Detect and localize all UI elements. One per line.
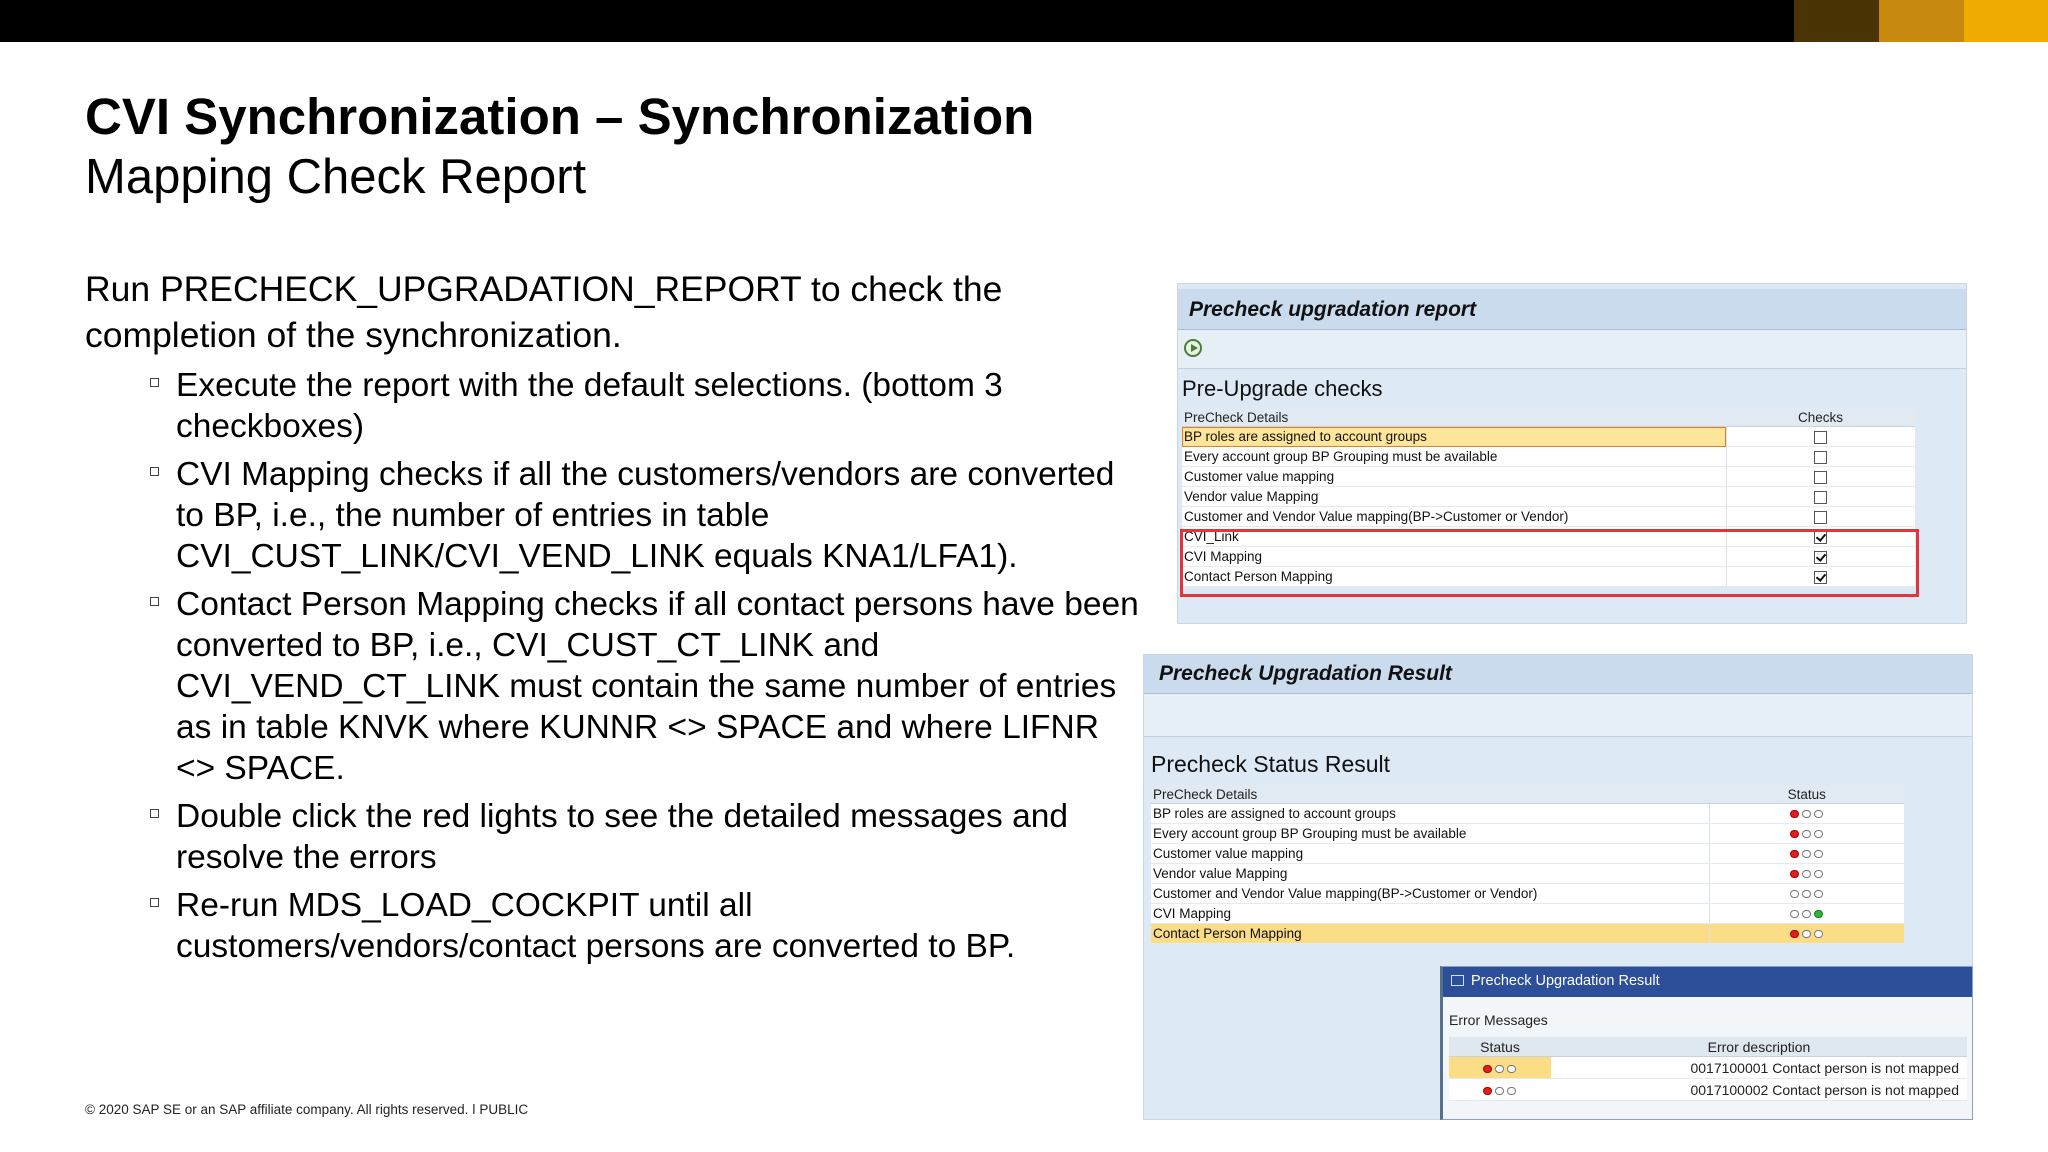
brand-gradient-block — [1964, 0, 2048, 42]
checks-cell — [1726, 427, 1915, 447]
table-row[interactable] — [1449, 1079, 1967, 1101]
precheck-label: Every account group BP Grouping must be available — [1151, 824, 1710, 844]
precheck-label: BP roles are assigned to account groups — [1182, 427, 1726, 447]
light-dot — [1814, 910, 1823, 918]
light-dot — [1507, 1065, 1516, 1073]
intro-text: Run PRECHECK_UPGRADATION_REPORT to check the completion of the synchronization. — [85, 269, 1003, 355]
bullet-item — [150, 365, 1140, 447]
light-dot — [1495, 1087, 1504, 1095]
section-title: Pre-Upgrade checks — [1182, 376, 1383, 401]
light-dot — [1790, 850, 1799, 858]
precheck-label: Vendor value Mapping — [1151, 864, 1710, 884]
table-row — [1182, 467, 1915, 487]
precheck-label: Contact Person Mapping — [1151, 924, 1710, 944]
table-row[interactable] — [1151, 864, 1904, 884]
column-header-details: PreCheck Details — [1182, 408, 1726, 427]
table-row[interactable] — [1449, 1057, 1967, 1079]
checkbox[interactable] — [1814, 491, 1827, 504]
status-cell — [1710, 864, 1905, 884]
precheck-label: Every account group BP Grouping must be available — [1182, 447, 1726, 467]
top-brand-bar — [0, 0, 2048, 42]
error-messages-label: Error Messages — [1449, 1012, 1548, 1028]
status-light-icon[interactable] — [1790, 830, 1824, 838]
light-dot — [1790, 930, 1799, 938]
precheck-label: Vendor value Mapping — [1182, 487, 1726, 507]
status-section-title: Precheck Status Result — [1151, 751, 1391, 777]
table-row[interactable] — [1151, 844, 1904, 864]
status-light-icon[interactable] — [1483, 1087, 1517, 1095]
checks-cell — [1726, 507, 1915, 527]
column-header-error-description: Error description — [1551, 1037, 1967, 1057]
precheck-label: Contact Person Mapping — [1182, 567, 1726, 587]
bullet-text: Contact Person Mapping checks if all contact persons have been converted to BP, i.e., CVI_CUST_CT_LINK and CVI_VEND_CT_LINK must contain the same number of entries as in table KNVK where KUNNR <> SPACE and where LIFNR <> SPACE. — [176, 586, 1139, 787]
bullet-text: Double click the red lights to see the detailed messages and resolve the errors — [176, 798, 1069, 876]
status-light-icon[interactable] — [1790, 870, 1824, 878]
report-title: Precheck upgradation report — [1189, 298, 1477, 321]
light-dot — [1814, 830, 1823, 838]
error-messages-dialog — [1440, 966, 1973, 1120]
light-dot — [1802, 930, 1811, 938]
checkbox[interactable] — [1814, 451, 1827, 464]
light-dot — [1790, 890, 1799, 898]
light-dot — [1790, 830, 1799, 838]
precheck-label: CVI Mapping — [1182, 547, 1726, 567]
bullet-text: Execute the report with the default selections. (bottom 3 checkboxes) — [176, 367, 1003, 445]
column-header-status: Status — [1710, 785, 1905, 804]
light-dot — [1507, 1087, 1516, 1095]
light-dot — [1483, 1065, 1492, 1073]
table-row — [1182, 507, 1915, 527]
brand-gradient-block — [1879, 0, 1964, 42]
status-cell — [1710, 884, 1905, 904]
light-dot — [1790, 910, 1799, 918]
checks-cell — [1726, 447, 1915, 467]
light-dot — [1814, 890, 1823, 898]
status-cell — [1710, 824, 1905, 844]
table-row[interactable] — [1151, 884, 1904, 904]
bullet-item — [150, 796, 1140, 878]
status-light-icon[interactable] — [1483, 1065, 1517, 1073]
status-light-icon[interactable] — [1790, 890, 1824, 898]
error-table — [1449, 1037, 1967, 1101]
window-icon — [1451, 975, 1464, 986]
status-cell — [1449, 1079, 1551, 1101]
light-dot — [1814, 870, 1823, 878]
dialog-title-bar — [1443, 967, 1972, 997]
status-cell — [1710, 924, 1905, 944]
status-light-icon[interactable] — [1790, 810, 1824, 818]
highlight-box — [1180, 529, 1919, 597]
checkbox[interactable] — [1814, 511, 1827, 524]
status-cell — [1710, 904, 1905, 924]
table-row[interactable] — [1151, 904, 1904, 924]
dialog-title: Precheck Upgradation Result — [1471, 973, 1660, 989]
precheck-label: CVI_Link — [1182, 527, 1726, 547]
result-title: Precheck Upgradation Result — [1159, 662, 1452, 685]
bullet-item — [150, 454, 1140, 577]
light-dot — [1814, 810, 1823, 818]
precheck-label: Customer value mapping — [1151, 844, 1710, 864]
column-header-details: PreCheck Details — [1151, 785, 1710, 804]
result-title-bar — [1144, 655, 1972, 694]
light-dot — [1802, 890, 1811, 898]
report-title-bar — [1178, 289, 1966, 330]
precheck-label: Customer value mapping — [1182, 467, 1726, 487]
light-dot — [1802, 870, 1811, 878]
bullet-item — [150, 584, 1140, 789]
table-row — [1182, 427, 1915, 447]
checkbox[interactable] — [1814, 471, 1827, 484]
precheck-label: Customer and Vendor Value mapping(BP->Customer or Vendor) — [1182, 507, 1726, 527]
error-description: 0017100001 Contact person is not mapped — [1551, 1057, 1967, 1079]
bullet-square-icon — [150, 898, 159, 907]
result-toolbar — [1144, 694, 1972, 737]
precheck-label: CVI Mapping — [1151, 904, 1710, 924]
light-dot — [1814, 930, 1823, 938]
bullet-text: CVI Mapping checks if all the customers/vendors are converted to BP, i.e., the number of entries in table CVI_CUST_LINK/CVI_VEND_LINK equals KNA1/LFA1). — [176, 456, 1115, 575]
light-dot — [1802, 910, 1811, 918]
status-light-icon[interactable] — [1790, 910, 1824, 918]
table-row[interactable] — [1151, 924, 1904, 944]
bullet-text: Re-run MDS_LOAD_COCKPIT until all customers/vendors/contact persons are converted to BP. — [176, 887, 1016, 965]
status-light-icon[interactable] — [1790, 930, 1824, 938]
column-header-status: Status — [1449, 1037, 1551, 1057]
bullet-square-icon — [150, 467, 159, 476]
light-dot — [1790, 810, 1799, 818]
column-header-checks: Checks — [1726, 408, 1915, 427]
bullet-square-icon — [150, 378, 159, 387]
light-dot — [1802, 810, 1811, 818]
table-row — [1182, 447, 1915, 467]
light-dot — [1495, 1065, 1504, 1073]
status-cell — [1449, 1057, 1551, 1079]
slide-subtitle: Mapping Check Report — [85, 150, 587, 204]
bullet-list — [150, 365, 1140, 974]
bullet-item — [150, 885, 1140, 967]
status-cell — [1710, 804, 1905, 824]
precheck-label: Customer and Vendor Value mapping(BP->Customer or Vendor) — [1151, 884, 1710, 904]
light-dot — [1790, 870, 1799, 878]
precheck-label: BP roles are assigned to account groups — [1151, 804, 1710, 824]
checks-cell — [1726, 467, 1915, 487]
execute-icon[interactable] — [1184, 339, 1202, 357]
light-dot — [1814, 850, 1823, 858]
table-row — [1182, 487, 1915, 507]
checkbox[interactable] — [1814, 431, 1827, 444]
status-table — [1151, 785, 1904, 944]
slide-title: CVI Synchronization – Synchronization — [85, 88, 1035, 145]
copyright-footer: © 2020 SAP SE or an SAP affiliate company. All rights reserved. ǀ PUBLIC — [85, 1102, 529, 1117]
report-toolbar — [1178, 330, 1966, 369]
status-light-icon[interactable] — [1790, 850, 1824, 858]
checks-cell — [1726, 487, 1915, 507]
error-description: 0017100002 Contact person is not mapped — [1551, 1079, 1967, 1101]
light-dot — [1483, 1087, 1492, 1095]
light-dot — [1802, 830, 1811, 838]
table-row[interactable] — [1151, 804, 1904, 824]
light-dot — [1802, 850, 1811, 858]
bullet-square-icon — [150, 597, 159, 606]
brand-gradient-block — [1794, 0, 1879, 42]
bullet-square-icon — [150, 809, 159, 818]
status-cell — [1710, 844, 1905, 864]
table-row[interactable] — [1151, 824, 1904, 844]
